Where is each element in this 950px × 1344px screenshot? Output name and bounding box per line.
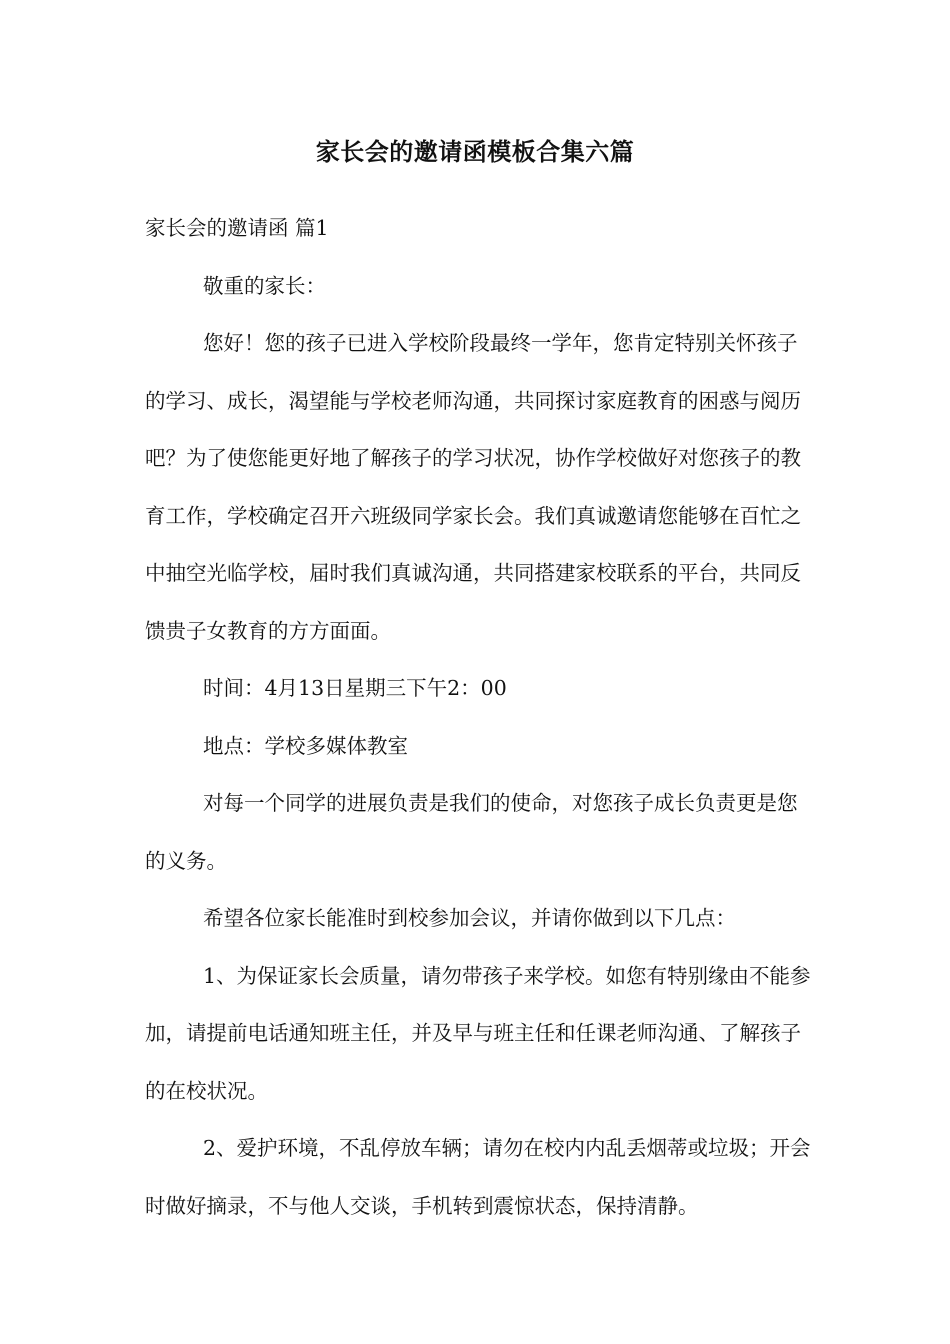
- section-heading: 家长会的邀请函 篇1: [145, 216, 329, 240]
- hope-paragraph: 希望各位家长能准时到校参加会议，并请你做到以下几点：: [203, 906, 736, 930]
- time-line: 时间：4月13日星期三下午2：00: [203, 676, 507, 700]
- document-title: 家长会的邀请函模板合集六篇: [315, 137, 635, 166]
- mission-paragraph: 对每一个同学的进展负责是我们的使命，对您孩子成长负责更是您的义务。: [145, 791, 798, 873]
- place-line: 地点：学校多媒体教室: [203, 733, 408, 758]
- salutation: 敬重的家长：: [203, 273, 326, 298]
- list-item-2: 2、爱护环境，不乱停放车辆；请勿在校内内乱丢烟蒂或垃圾；开会时做好摘录，不与他人交谈，手机转到震惊状态，保持清静。: [145, 1136, 811, 1218]
- list-item-1: 1、为保证家长会质量，请勿带孩子来学校。如您有特别缘由不能参加，请提前电话通知班主任，并及早与班主任和任课老师沟通、了解孩子的在校状况。: [145, 963, 811, 1103]
- intro-paragraph: 您好！您的孩子已进入学校阶段最终一学年，您肯定特别关怀孩子的学习、成长，渴望能与学校老师沟通，共同探讨家庭教育的困惑与阅历吧？为了使您能更好地了解孩子的学习状况，协作学校做好对您孩子的教育工作，学校确定召开六班级同学家长会。我们真诚邀请您能够在百忙之中抽空光临学校，届时我们真诚沟通，共同搭建家校联系的平台，共同反馈贵子女教育的方方面面。: [145, 331, 801, 643]
- document-body: [145, 200, 815, 1235]
